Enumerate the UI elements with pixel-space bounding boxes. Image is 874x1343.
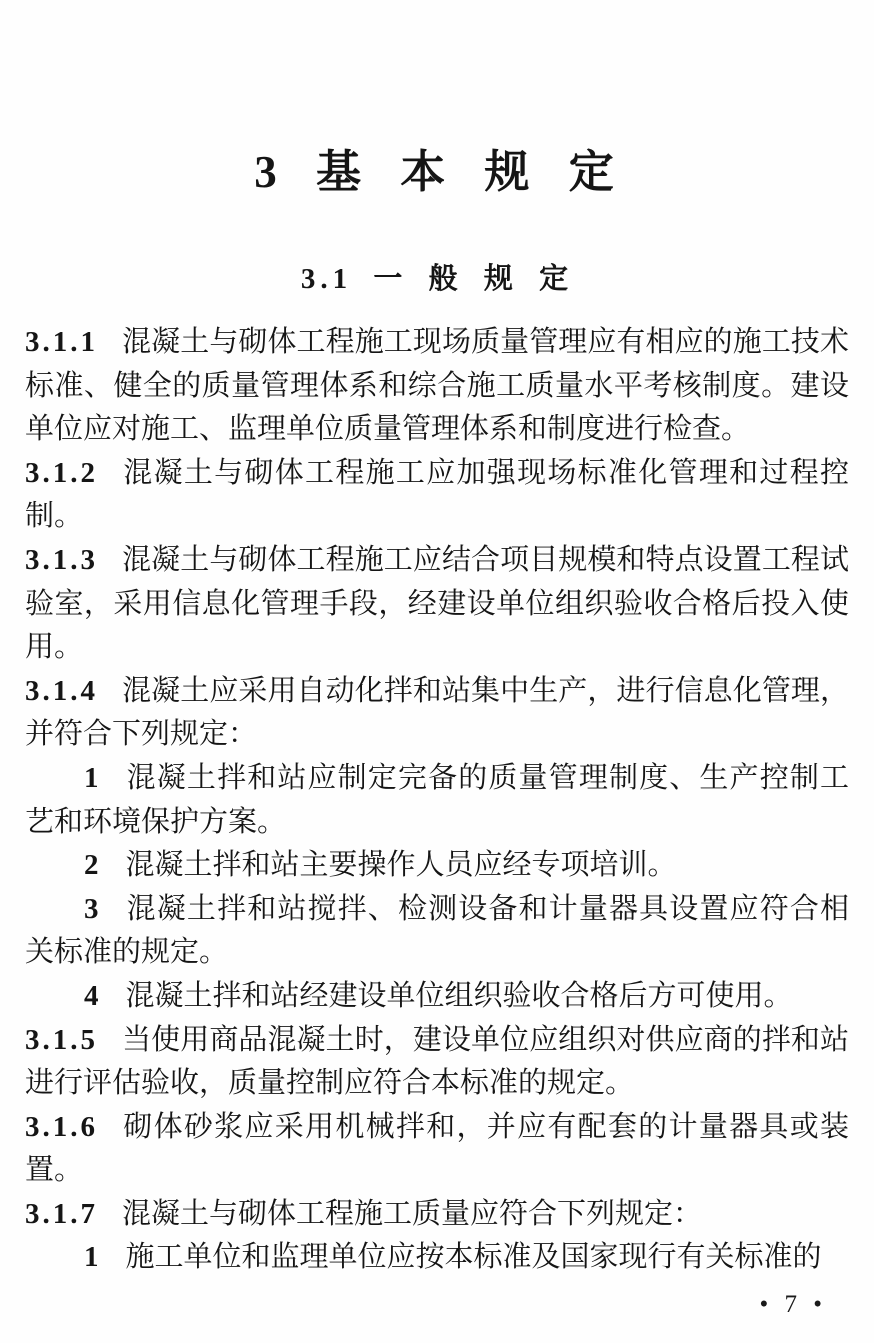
clause-number: 3.1.4 — [25, 674, 98, 707]
sub-item-text: 施工单位和监理单位应按本标准及国家现行有关标准的 — [125, 1241, 822, 1274]
clause-number: 3.1.2 — [25, 456, 98, 489]
clause-text: 混凝土与砌体工程施工质量应符合下列规定： — [122, 1197, 703, 1230]
clause-paragraph — [25, 321, 849, 452]
sub-item-number: 1 — [84, 761, 102, 794]
sub-item-text: 混凝土拌和站主要操作人员应经专项培训。 — [125, 849, 677, 882]
sub-item-text: 混凝土拌和站经建设单位组织验收合格后方可使用。 — [125, 979, 793, 1012]
body-text — [25, 321, 849, 1280]
clause-text: 当使用商品混凝土时，建设单位应组织对供应商的拌和站进行评估验收，质量控制应符合本标准的规定。 — [25, 1023, 849, 1100]
sub-item-paragraph — [25, 1236, 849, 1280]
clause-paragraph — [25, 452, 849, 539]
sub-item-number: 2 — [84, 849, 102, 882]
clause-number: 3.1.5 — [25, 1023, 98, 1056]
sub-item-paragraph — [25, 757, 849, 844]
clause-number: 3.1.1 — [25, 326, 98, 358]
sub-item-paragraph — [25, 975, 849, 1019]
section-title: 3.1 一 般 规 定 — [300, 263, 574, 295]
clause-text: 混凝土与砌体工程施工应加强现场标准化管理和过程控制。 — [25, 456, 849, 533]
clause-paragraph — [25, 1019, 849, 1106]
sub-item-paragraph — [25, 844, 849, 888]
clause-number: 3.1.6 — [25, 1110, 98, 1143]
page-number: • 7 • — [759, 1291, 822, 1318]
clause-paragraph — [25, 1193, 849, 1237]
sub-item-number: 4 — [84, 979, 102, 1012]
clause-text: 砌体砂浆应采用机械拌和，并应有配套的计量器具或装置。 — [25, 1110, 849, 1187]
sub-item-text: 混凝土拌和站搅拌、检测设备和计量器具设置应符合相关标准的规定。 — [25, 892, 849, 969]
clause-text: 混凝土应采用自动化拌和站集中生产，进行信息化管理，并符合下列规定： — [25, 674, 849, 751]
clause-text: 混凝土与砌体工程施工现场质量管理应有相应的施工技术标准、健全的质量管理体系和综合施工质量水平考核制度。建设单位应对施工、监理单位质量管理体系和制度进行检查。 — [25, 326, 849, 446]
sub-item-number: 3 — [84, 892, 102, 925]
sub-item-number: 1 — [84, 1241, 102, 1274]
clause-text: 混凝土与砌体工程施工应结合项目规模和特点设置工程试验室，采用信息化管理手段，经建设单位组织验收合格后投入使用。 — [25, 543, 849, 664]
sub-item-paragraph — [25, 888, 849, 975]
clause-number: 3.1.3 — [25, 543, 98, 576]
clause-paragraph — [25, 1106, 849, 1193]
clause-paragraph — [25, 539, 849, 670]
clause-paragraph — [25, 670, 849, 757]
clause-number: 3.1.7 — [25, 1197, 98, 1230]
chapter-title: 3 基 本 规 定 — [254, 147, 620, 197]
sub-item-text: 混凝土拌和站应制定完备的质量管理制度、生产控制工艺和环境保护方案。 — [25, 761, 849, 838]
